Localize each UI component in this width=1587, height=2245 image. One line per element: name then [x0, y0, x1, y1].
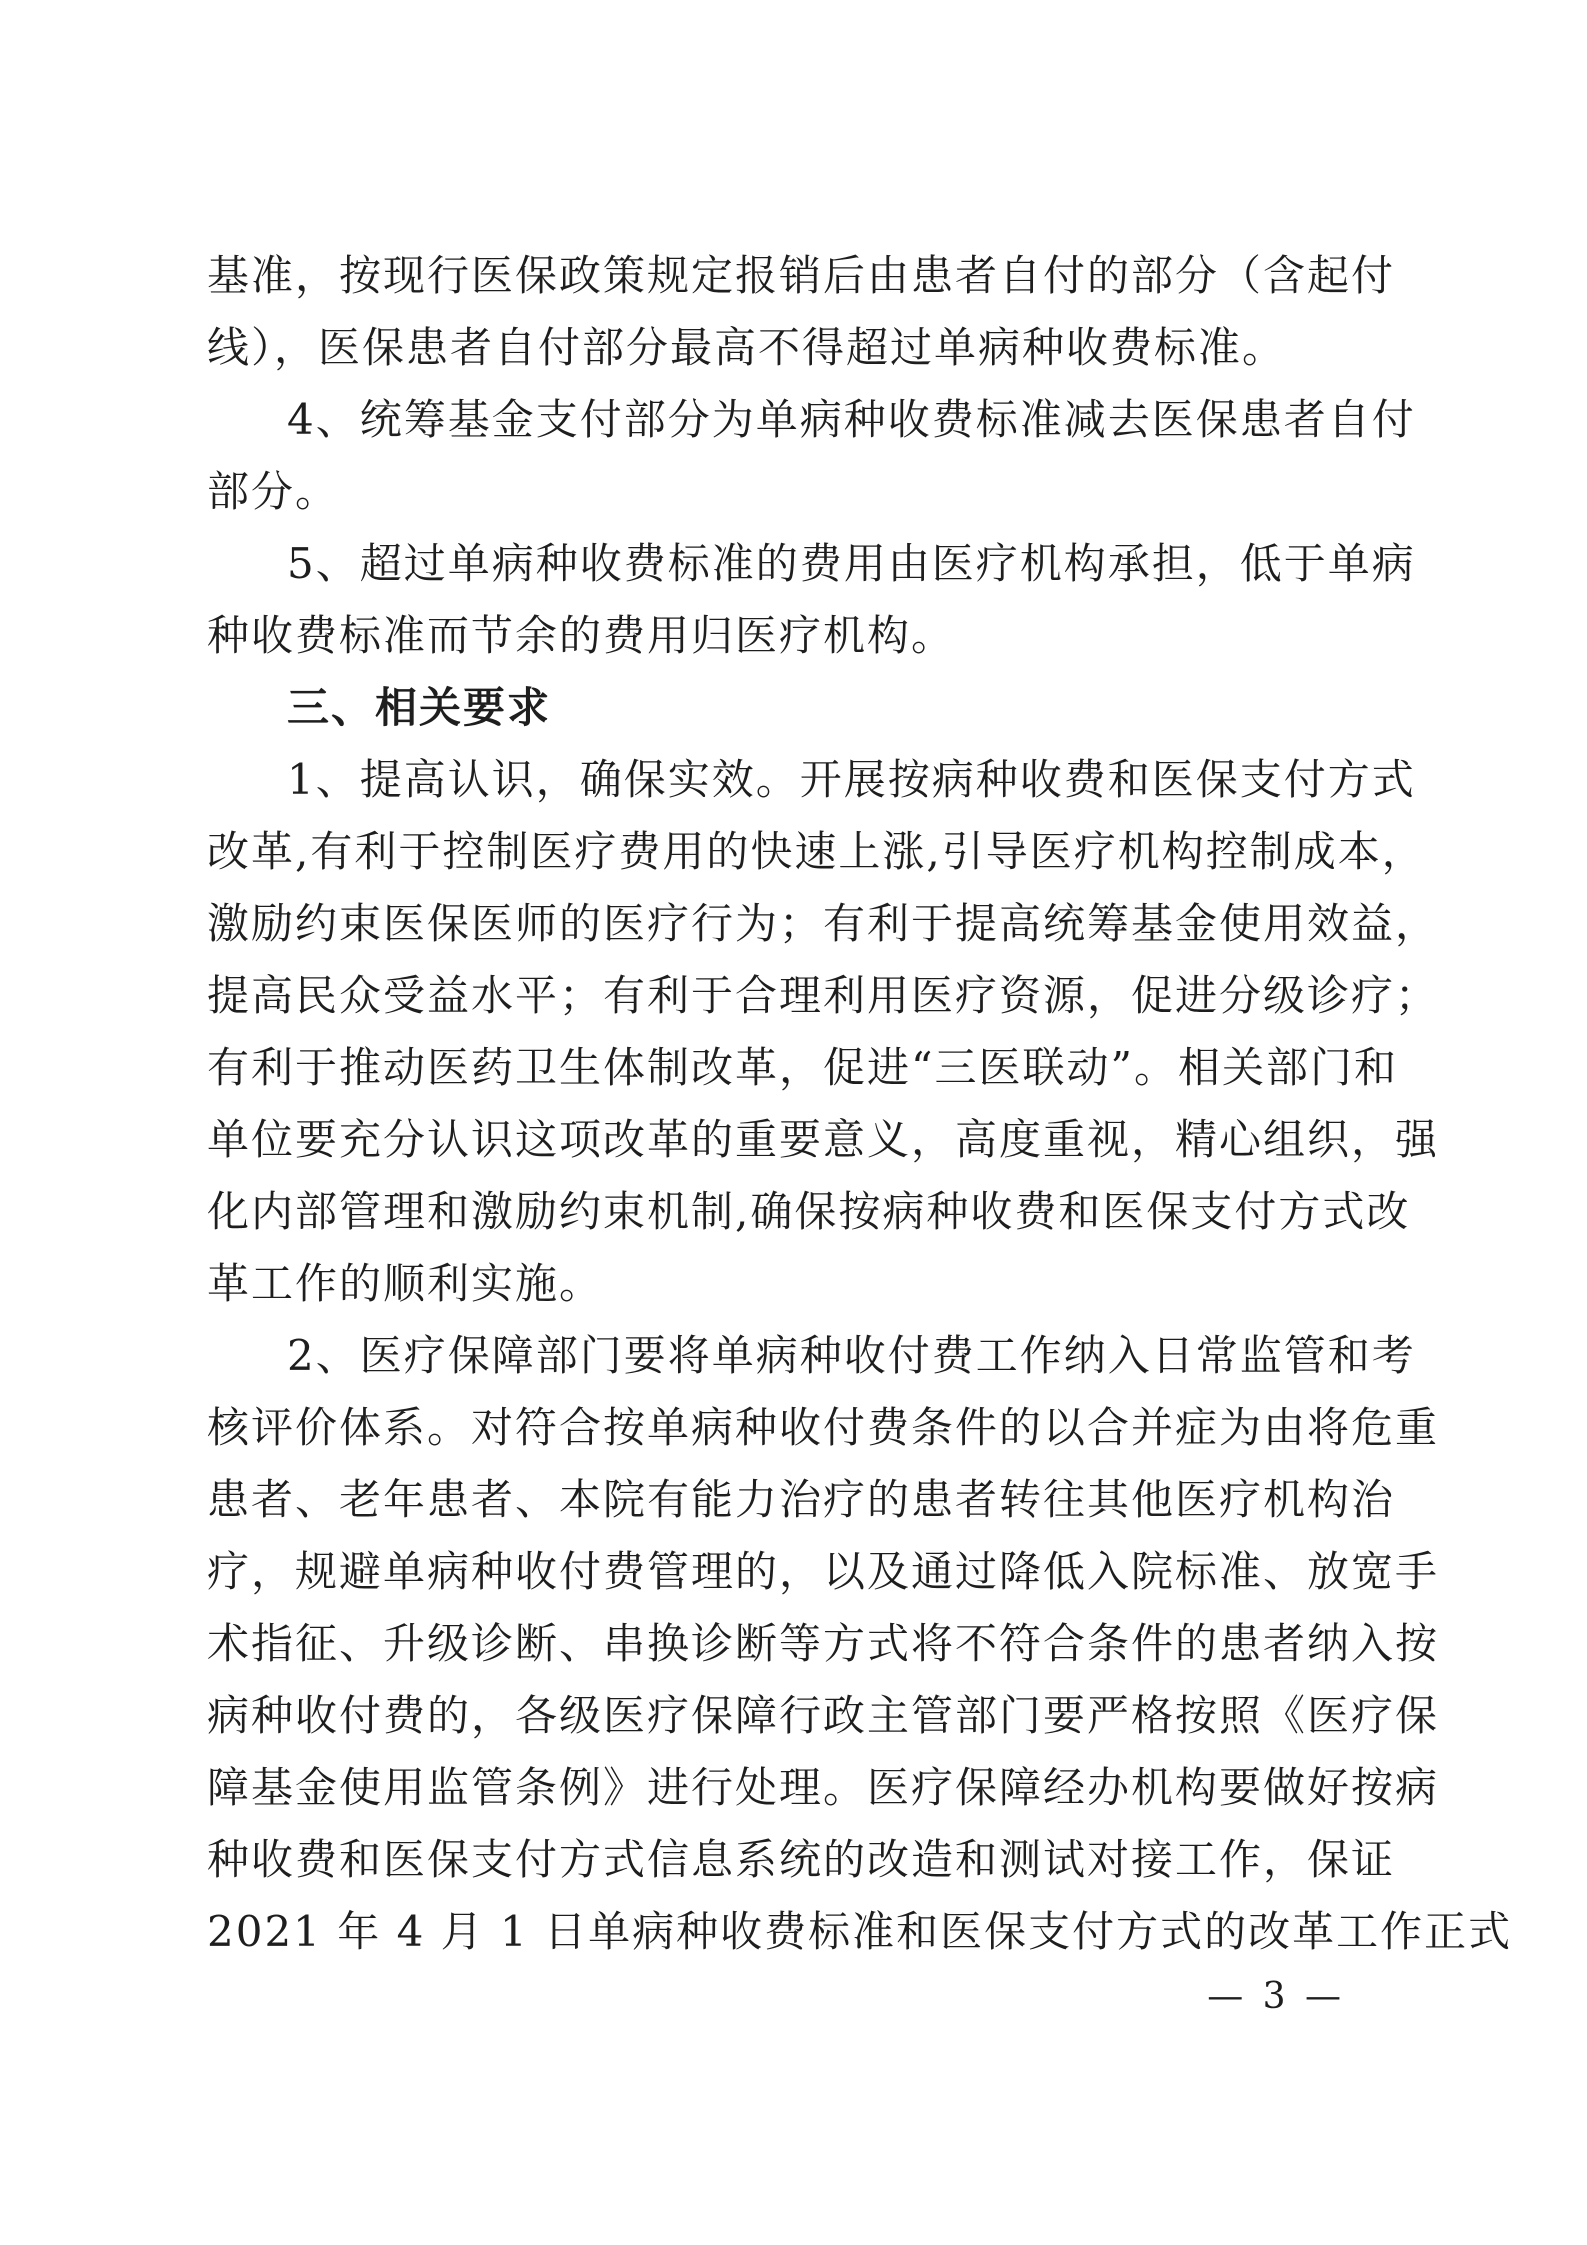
document-body — [207, 240, 1513, 1968]
text-line: 1、提高认识，确保实效。开展按病种收费和医保支付方式 — [287, 755, 1416, 804]
text-line: 2、医疗保障部门要将单病种收付费工作纳入日常监管和考 — [287, 1331, 1416, 1380]
page-number: — 3 — — [1207, 1976, 1345, 2017]
text-line: 有利于推动医药卫生体制改革，促进“三医联动”。相关部门和 — [207, 1043, 1398, 1092]
text-line: 化内部管理和激励约束机制,确保按病种收费和医保支付方式改 — [207, 1187, 1411, 1236]
text-line: 疗，规避单病种收付费管理的，以及通过降低入院标准、放宽手 — [207, 1547, 1440, 1596]
text-line: 障基金使用监管条例》进行处理。医疗保障经办机构要做好按病 — [207, 1763, 1440, 1812]
text-line: 种收费和医保支付方式信息系统的改造和测试对接工作，保证 — [207, 1835, 1396, 1884]
section-heading-line: 三、相关要求 — [287, 683, 552, 732]
text-line: 术指征、升级诊断、串换诊断等方式将不符合条件的患者纳入按 — [207, 1619, 1440, 1668]
text-line: 革工作的顺利实施。 — [207, 1259, 604, 1308]
text-line: 激励约束医保医师的医疗行为；有利于提高统筹基金使用效益， — [207, 899, 1440, 948]
text-line: 种收费标准而节余的费用归医疗机构。 — [207, 611, 956, 660]
text-line: 5、超过单病种收费标准的费用由医疗机构承担，低于单病 — [287, 539, 1416, 588]
text-line: 部分。 — [207, 467, 340, 516]
text-line: 改革,有利于控制医疗费用的快速上涨,引导医疗机构控制成本， — [207, 827, 1426, 876]
text-line: 病种收付费的，各级医疗保障行政主管部门要严格按照《医疗保 — [207, 1691, 1440, 1740]
text-line: 单位要充分认识这项改革的重要意义，高度重视，精心组织，强 — [207, 1115, 1440, 1164]
text-line: 患者、老年患者、本院有能力治疗的患者转往其他医疗机构治 — [207, 1475, 1396, 1524]
text-line: 核评价体系。对符合按单病种收付费条件的以合并症为由将危重 — [207, 1403, 1440, 1452]
text-line: 提高民众受益水平；有利于合理利用医疗资源，促进分级诊疗； — [207, 971, 1440, 1020]
text-line: 基准，按现行医保政策规定报销后由患者自付的部分（含起付 — [207, 251, 1396, 300]
text-line: 2021 年 4 月 1 日单病种收费标准和医保支付方式的改革工作正式 — [207, 1907, 1513, 1956]
text-line: 4、统筹基金支付部分为单病种收费标准减去医保患者自付 — [287, 395, 1416, 444]
text-line: 线），医保患者自付部分最高不得超过单病种收费标准。 — [207, 323, 1287, 372]
